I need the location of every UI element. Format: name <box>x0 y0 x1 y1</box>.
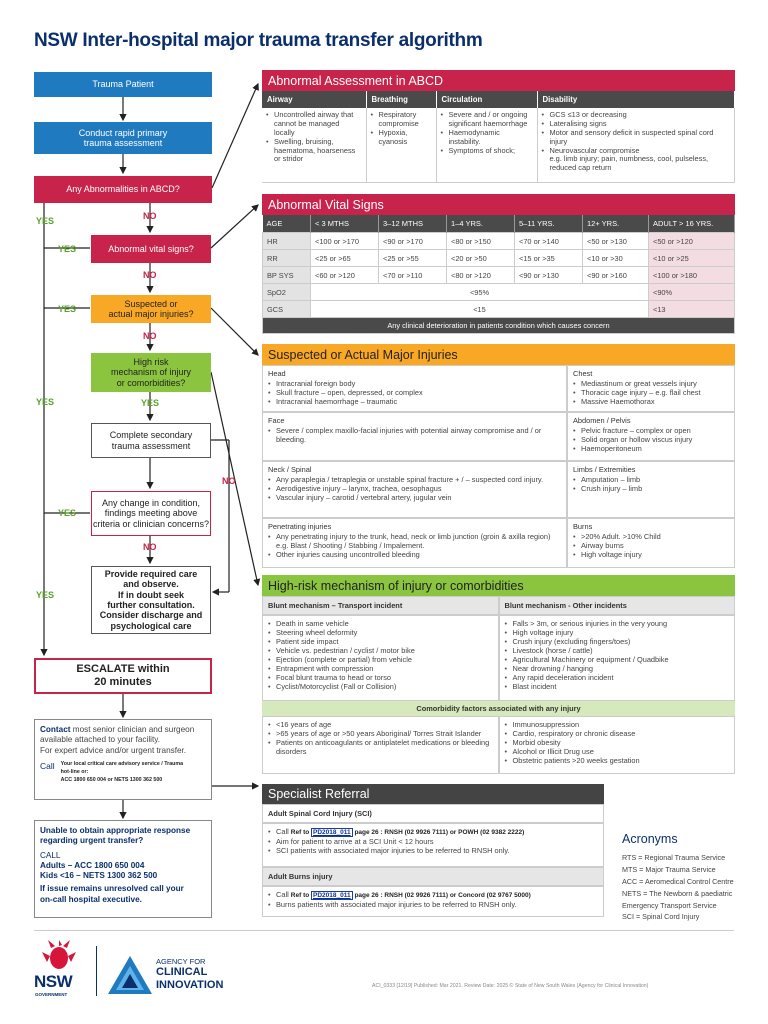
vital-cell: <90 or >160 <box>583 267 649 284</box>
sci-cell <box>262 823 604 867</box>
vital-cell: <13 <box>649 301 735 318</box>
vital-header: 3–12 MTHS <box>379 215 447 233</box>
sci-call-line <box>268 827 598 837</box>
trauma-patient-label: Trauma Patient <box>92 79 154 90</box>
vital-cell: <70 or >140 <box>515 233 583 250</box>
acronyms-title: Acronyms <box>622 832 678 846</box>
vital-cell: <25 or >55 <box>379 250 447 267</box>
list-item: • Morbid obesity <box>505 738 730 747</box>
nsw-government: GOVERNMENT <box>35 992 68 997</box>
list-item: • SCI patients with associated major injuries to be referred to RNSH only. <box>268 846 598 855</box>
head-cell <box>262 365 567 412</box>
highrisk-grid <box>262 596 735 701</box>
list-item: • Severe and / or ongoing significant haemorrhage <box>441 111 533 129</box>
secondary-assessment-box <box>91 423 211 458</box>
other-cell <box>499 615 736 701</box>
acronym-item: ACC = Aeromedical Control Centre <box>622 876 734 886</box>
yes-label: YES <box>58 244 77 254</box>
logo-divider <box>96 946 97 996</box>
unable-issue1: If issue remains unresolved call your <box>40 884 184 894</box>
list-item: • Motor and sensory deficit in suspected spinal cord injury <box>542 129 731 147</box>
table-row <box>263 301 735 318</box>
unable-line2: regarding urgent transfer? <box>40 836 144 846</box>
list-item: • High voltage injury <box>505 628 730 637</box>
list-item: • <16 years of age <box>268 720 493 729</box>
page-title: NSW Inter-hospital major trauma transfer algorithm <box>34 30 483 51</box>
list-item: • Cardio, respiratory or chronic disease <box>505 729 730 738</box>
abnormalities-box <box>34 176 212 203</box>
abcd-table <box>262 91 735 183</box>
highrisk-line1: High risk <box>133 356 169 367</box>
change-line3: criteria or clinician concerns? <box>92 518 210 529</box>
highrisk-title: High-risk mechanism of injury or comorbidities <box>262 575 735 596</box>
chest-label: Chest <box>573 369 593 378</box>
no-label: NO <box>143 542 157 552</box>
list-item: • Vehicle vs. pedestrian / cyclist / motor bike <box>268 646 493 655</box>
footer-text: ACI_0333 [12/19] Published: Mar 2021. Review Date: 2025 © State of New South Wales (Agency for Clinical Innovation) <box>372 983 649 989</box>
vital-cell: <80 or >150 <box>447 233 515 250</box>
waratah-icon <box>42 940 76 972</box>
other-head: Blunt mechanism - Other incidents <box>499 596 736 615</box>
yes-label: YES <box>58 304 77 314</box>
no-label: NO <box>143 331 157 341</box>
list-item: • Other injuries causing uncontrolled bleeding <box>268 550 561 559</box>
care-line1: Provide required care <box>104 568 198 579</box>
vital-footer: Any clinical deterioration in patients condition which causes concern <box>263 318 735 334</box>
vital-cell: <60 or >120 <box>311 267 379 284</box>
burns-call-line <box>268 890 598 900</box>
call-details <box>61 761 183 785</box>
injuries-line1: Suspected or <box>124 298 178 309</box>
limbs-cell <box>567 461 735 518</box>
change-condition-box <box>91 491 211 536</box>
vital-cell: <90 or >170 <box>379 233 447 250</box>
vital-cell: <10 or >25 <box>649 250 735 267</box>
highrisk-line2: mechanism of injury <box>110 367 192 378</box>
list-item: • Steering wheel deformity <box>268 628 493 637</box>
face-label: Face <box>268 416 285 425</box>
ref-post: page 26 : RNSH (02 9926 7111) or Concord (02 9767 5000) <box>354 892 531 899</box>
trauma-patient-box <box>34 72 212 97</box>
vital-cell: <90% <box>649 284 735 301</box>
list-item: • Symptoms of shock; <box>441 147 533 156</box>
injuries-panel <box>262 344 735 568</box>
list-item: • Immunosuppression <box>505 720 730 729</box>
aci-line3: INNOVATION <box>156 979 224 991</box>
list-item: • Neurovascular compromise <box>542 147 731 156</box>
list-item: • Alcohol or Illicit Drug use <box>505 747 730 756</box>
major-injuries-box <box>91 295 211 323</box>
list-item: • Aim for patient to arrive at a SCI Unit < 12 hours <box>268 837 598 846</box>
vital-header: 12+ YRS. <box>583 215 649 233</box>
burns-label: Burns <box>573 522 593 531</box>
contact-box <box>34 719 212 800</box>
call-label: Call <box>276 827 289 836</box>
comorb-cell-2 <box>499 716 736 774</box>
penetrating-label: Penetrating injuries <box>268 522 332 531</box>
vital-cell: <80 or >120 <box>447 267 515 284</box>
vital-cell: <95% <box>311 284 649 301</box>
list-item: • >65 years of age or >50 years Aboriginal/ Torres Strait Islander <box>268 729 493 738</box>
list-item: • Blast incident <box>505 682 730 691</box>
penetrating-cell <box>262 518 567 568</box>
list-item: • Any rapid deceleration incident <box>505 673 730 682</box>
list-item: • Livestock (horse / cattle) <box>505 646 730 655</box>
acronym-item: NETS = The Newborn & paediatric <box>622 888 733 898</box>
referral-title: Specialist Referral <box>262 784 604 804</box>
list-item: • Severe / complex maxillo-facial injuries with potential airway compromise and / or bleeding. <box>268 426 561 444</box>
list-item: • Thoracic cage injury – e.g. flail chest <box>573 388 729 397</box>
abcd-title: Abnormal Assessment in ABCD <box>262 70 735 91</box>
list-item: • Crush injury (excluding fingers/toes) <box>505 637 730 646</box>
care-line3: If in doubt seek <box>117 589 184 600</box>
list-item: • Amputation – limb <box>573 475 729 484</box>
yes-label: YES <box>36 216 55 226</box>
provide-care-box <box>91 566 211 634</box>
unable-kids: Kids <16 – NETS 1300 362 500 <box>40 871 158 880</box>
airway-cell <box>262 108 366 182</box>
primary-line2: trauma assessment <box>83 138 163 148</box>
neck-cell <box>262 461 567 518</box>
vital-signs-box <box>91 235 211 263</box>
vital-cell: <10 or >30 <box>583 250 649 267</box>
limbs-label: Limbs / Extremities <box>573 465 636 474</box>
neck-label: Neck / Spinal <box>268 465 312 474</box>
contact-text-1: most senior clinician and surgeon available attached to your facility. <box>40 725 195 745</box>
abdomen-label: Abdomen / Pelvis <box>573 416 631 425</box>
list-item: • Obstetric patients >20 weeks gestation <box>505 756 730 765</box>
vital-cell: <100 or >170 <box>311 233 379 250</box>
abcd-header-circulation: Circulation <box>436 91 537 108</box>
vital-cell: <50 or >120 <box>649 233 735 250</box>
list-item: • Lateralising signs <box>542 120 731 129</box>
care-line4: further consultation. <box>107 600 195 610</box>
care-line6: psychological care <box>110 620 192 631</box>
vital-header: < 3 MTHS <box>311 215 379 233</box>
ref-post: page 26 : RNSH (02 9926 7111) or POWH (02 9382 2222) <box>354 829 525 836</box>
row-label: BP SYS <box>263 267 311 284</box>
list-item: • Crush injury – limb <box>573 484 729 493</box>
care-line5: Consider discharge and <box>99 610 203 621</box>
list-item: • Intracranial haemorrhage – traumatic <box>268 397 561 406</box>
vital-cell: <20 or >50 <box>447 250 515 267</box>
change-line1: Any change in condition, <box>101 497 201 508</box>
abcd-header-airway: Airway <box>262 91 366 108</box>
burns-referral-head: Adult Burns injury <box>262 867 604 886</box>
sci-head: Adult Spinal Cord Injury (SCI) <box>262 804 604 823</box>
list-item: • Airway burns <box>573 541 729 550</box>
list-item: • Intracranial foreign body <box>268 379 561 388</box>
comorb-cell-1 <box>262 716 499 774</box>
table-row <box>263 233 735 250</box>
burns-cell <box>567 518 735 568</box>
vital-cell: <15 or >35 <box>515 250 583 267</box>
highrisk-line3: or comorbidities? <box>116 377 186 388</box>
list-item: • Haemoperitoneum <box>573 444 729 453</box>
list-item: • Falls > 3m, or serious injuries in the very young <box>505 619 730 628</box>
abcd-header-disability: Disability <box>537 91 735 108</box>
pd2018-link[interactable]: PD2018_011 <box>313 829 351 836</box>
list-item: • Patients on anticoagulants or antiplatelet medications or bleeding disorders <box>268 738 493 756</box>
list-item: • Skull fracture – open, depressed, or complex <box>268 388 561 397</box>
referral-panel <box>262 784 604 917</box>
comorbidity-head: Comorbidity factors associated with any injury <box>262 701 735 716</box>
transport-cell <box>262 615 499 701</box>
abcd-header-breathing: Breathing <box>366 91 436 108</box>
list-item: • Pelvic fracture – complex or open <box>573 426 729 435</box>
contact-text <box>40 725 206 746</box>
comorbidity-grid <box>262 716 735 774</box>
nsw-logo <box>34 940 94 1000</box>
aci-logo <box>108 954 248 994</box>
burns-referral-cell <box>262 886 604 917</box>
vital-cell: <15 <box>311 301 649 318</box>
vital-header: 5–11 YRS. <box>515 215 583 233</box>
table-row <box>263 267 735 284</box>
yes-label: YES <box>36 590 55 600</box>
list-item: • >20% Adult. >10% Child <box>573 532 729 541</box>
unable-line1: Unable to obtain appropriate response <box>40 826 191 835</box>
circulation-cell <box>436 108 537 182</box>
list-item: • Near drowning / hanging <box>505 664 730 673</box>
list-item: • Vascular injury – carotid / vertebral artery, jugular vein <box>268 493 561 502</box>
vital-cell: <100 or >180 <box>649 267 735 284</box>
escalate-line2: 20 minutes <box>94 676 152 688</box>
call-label: Call <box>276 890 289 899</box>
abcd-panel <box>262 70 735 183</box>
call-service-1: Your local critical care advisory service / Trauma <box>60 760 184 767</box>
escalate-box <box>34 658 212 694</box>
vital-table <box>262 215 735 334</box>
primary-assessment-box <box>34 122 212 154</box>
contact-bold: Contact <box>40 725 71 734</box>
face-cell <box>262 412 567 461</box>
abdomen-cell <box>567 412 735 461</box>
row-label: SpO2 <box>263 284 311 301</box>
list-item: • Agricultural Machinery or equipment / Quadbike <box>505 655 730 664</box>
table-row <box>263 250 735 267</box>
list-item: • Burns patients with associated major injuries to be referred to RNSH only. <box>268 900 598 909</box>
care-line2: and observe. <box>123 579 179 590</box>
vital-header: 1–4 YRS. <box>447 215 515 233</box>
unable-call: CALL <box>40 850 61 860</box>
pd2018-link[interactable]: PD2018_011 <box>313 892 351 899</box>
transport-head: Blunt mechanism – Transport incident <box>262 596 499 615</box>
acronym-item: MTS = Major Trauma Service <box>622 864 716 874</box>
disability-cell <box>537 108 735 182</box>
disability-note: e.g. limb injury; pain, numbness, cool, pulseless, reduced cap return <box>549 154 709 173</box>
acronyms <box>622 832 762 923</box>
row-label: HR <box>263 233 311 250</box>
unable-adults: Adults – ACC 1800 650 004 <box>40 860 145 870</box>
vital-cell: <90 or >130 <box>515 267 583 284</box>
list-item: • Uncontrolled airway that cannot be managed locally <box>266 111 362 138</box>
chest-cell <box>567 365 735 412</box>
list-item: • Ejection (complete or partial) from vehicle <box>268 655 493 664</box>
list-item: • Any penetrating injury to the trunk, head, neck or limb junction (groin & axilla region) e.g. Blast / Shooting / Stabbing / Impalement. <box>268 532 561 550</box>
ref-pre: Ref to <box>290 892 310 899</box>
ref-pre: Ref to <box>290 829 310 836</box>
aci-line2: CLINICAL <box>156 966 208 978</box>
list-item: • Mediastinum or great vessels injury <box>573 379 729 388</box>
highrisk-panel <box>262 575 735 774</box>
list-item: • Respiratory compromise <box>371 111 432 129</box>
list-item: • Swelling, bruising, haematoma, hoarseness or stridor <box>266 138 362 165</box>
footer-divider <box>34 930 734 931</box>
vital-header: AGE <box>263 215 311 233</box>
vital-title: Abnormal Vital Signs <box>262 194 735 215</box>
list-item: • Haemodynamic instability. <box>441 129 533 147</box>
no-label: NO <box>222 476 236 486</box>
list-item: • Hypoxia, cyanosis <box>371 129 432 147</box>
call-numbers: ACC 1800 650 004 or NETS 1300 362 500 <box>60 776 163 783</box>
row-label: RR <box>263 250 311 267</box>
vital-cell: <70 or >110 <box>379 267 447 284</box>
secondary-line2: trauma assessment <box>111 440 191 451</box>
vital-cell: <25 or >65 <box>311 250 379 267</box>
no-label: NO <box>143 270 157 280</box>
list-item: • Patient side impact <box>268 637 493 646</box>
aci-triangle-icon <box>108 956 152 994</box>
yes-label: YES <box>58 508 77 518</box>
list-item: • Cyclist/Motorcyclist (Fall or Collision) <box>268 682 493 691</box>
acronym-item: SCI = Spinal Cord Injury <box>622 912 700 922</box>
high-risk-box <box>91 353 211 392</box>
call-service-2: hot-line or: <box>60 768 89 775</box>
aci-line1: AGENCY FOR <box>156 957 206 966</box>
unable-box <box>34 820 212 918</box>
secondary-line1: Complete secondary <box>109 430 193 441</box>
no-label: NO <box>143 211 157 221</box>
injuries-line2: actual major injuries? <box>108 309 194 319</box>
yes-label: YES <box>36 397 55 407</box>
call-row <box>40 761 206 785</box>
injuries-title: Suspected or Actual Major Injuries <box>262 344 735 365</box>
vital-header: ADULT > 16 YRS. <box>649 215 735 233</box>
head-label: Head <box>268 369 286 378</box>
injuries-grid <box>262 365 735 568</box>
vital-signs-label: Abnormal vital signs? <box>108 243 194 254</box>
abnormalities-label: Any Abnormalities in ABCD? <box>66 184 180 195</box>
acronym-item: RTS = Regional Trauma Service <box>622 853 726 862</box>
list-item: • Entrapment with compression <box>268 664 493 673</box>
contact-text-2: For expert advice and/or urgent transfer. <box>40 745 187 755</box>
list-item: • Focal blunt trauma to head or torso <box>268 673 493 682</box>
table-row <box>263 318 735 334</box>
row-label: GCS <box>263 301 311 318</box>
yes-label: YES <box>141 398 160 408</box>
escalate-line1: ESCALATE within <box>76 663 170 676</box>
list-item: • High voltage injury <box>573 550 729 559</box>
vital-panel <box>262 194 735 334</box>
vital-cell: <50 or >130 <box>583 233 649 250</box>
list-item: • Aerodigestive injury – larynx, trachea, oesophagus <box>268 484 561 493</box>
unable-issue2: on-call hospital executive. <box>40 894 142 904</box>
change-line2: findings meeting above <box>104 508 198 519</box>
acronym-item: Emergency Transport Service <box>622 900 717 910</box>
list-item: • Death in same vehicle <box>268 619 493 628</box>
list-item: • Solid organ or hollow viscus injury <box>573 435 729 444</box>
breathing-cell <box>366 108 436 182</box>
nsw-wordmark: NSW <box>34 972 73 991</box>
list-item: • GCS ≤13 or decreasing <box>542 111 731 120</box>
primary-line1: Conduct rapid primary <box>78 127 168 138</box>
list-item: • Massive Haemothorax <box>573 397 729 406</box>
table-row <box>263 284 735 301</box>
call-label: Call <box>40 760 55 771</box>
list-item: • Any paraplegia / tetraplegia or unstable spinal fracture + / – suspected cord injury. <box>268 475 561 484</box>
